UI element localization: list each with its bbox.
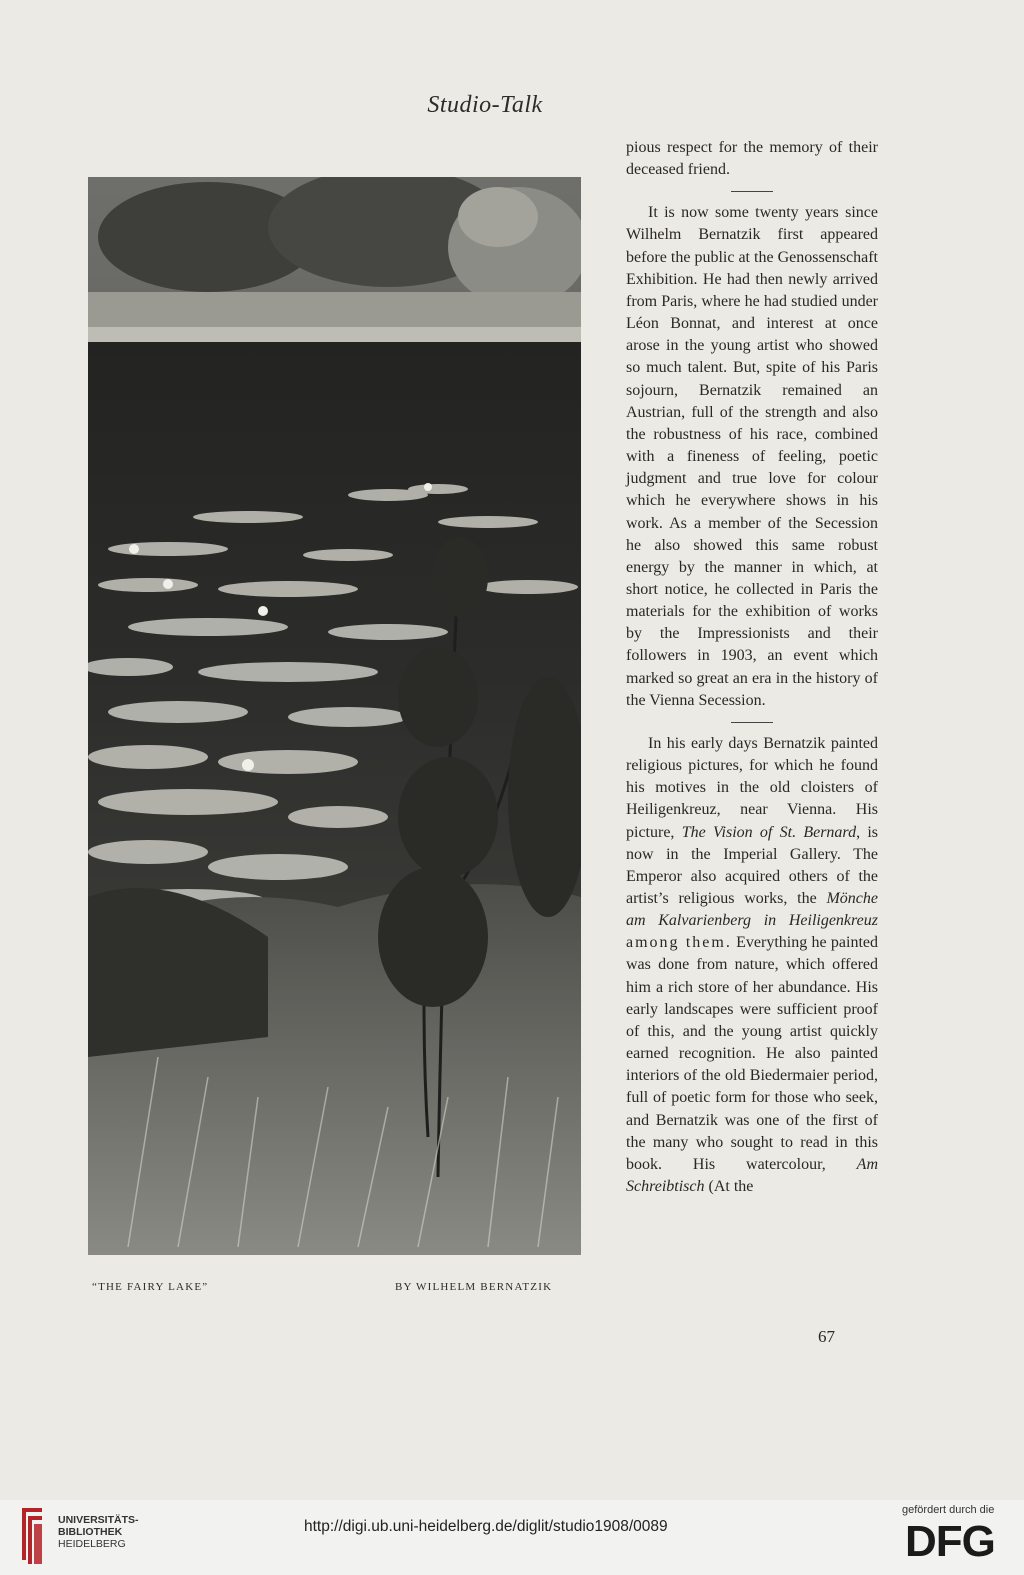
- paragraph-3-text-e: (At the: [704, 1178, 754, 1196]
- funding-label: gefördert durch die: [902, 1504, 995, 1516]
- section-rule: [731, 722, 773, 723]
- library-line-3: HEIDELBERG: [58, 1538, 126, 1550]
- university-library-name: [58, 1514, 139, 1550]
- library-line-2: BIBLIOTHEK: [58, 1526, 123, 1538]
- paragraph-3-text-b: , is now in the Imperial Gallery. The Emperor also acquired others of the artist’s religious works, the: [626, 823, 879, 907]
- running-head: Studio-Talk: [427, 92, 543, 118]
- section-rule: [731, 191, 773, 192]
- paragraph-3-text-a: In his early days Bernatzik painted religious pictures, for which he found his motives in the old cloisters of Heiligenkreuz, near Vienna. His picture,: [626, 734, 878, 841]
- plate-caption-credit: BY WILHELM BERNATZIK: [395, 1281, 553, 1293]
- viewer-footer: [0, 1500, 1024, 1575]
- plate-caption-title: “THE FAIRY LAKE”: [92, 1281, 209, 1293]
- paragraph-2: It is now some twenty years since Wilhelm Bernatzik first appeared before the public at the Genossenschaft Exhibition. He had then newly arrived from Paris, where he had studied under Léon Bonnat, and interest at once arose in the young artist who showed so much talent. But, spite of his Paris sojourn, Bernatzik remained an Austrian, full of the strength and also the robustness of his race, combined with a fineness of feeling, poetic judgment and true love for colour which he everywhere shows in his work. As a member of the Secession he also showed this same robust energy by the manner in which, at short notice, he collected in Paris the materials for the exhibition of works by the Impressionists and their followers in 1903, an event which marked so great an era in the history of the Vienna Secession.: [626, 204, 878, 709]
- text-column: [626, 137, 878, 1198]
- artwork-title-schreibtisch: Am Schreibtisch: [626, 1155, 878, 1196]
- plate-fairy-lake: [88, 177, 581, 1255]
- library-line-1: UNIVERSITÄTS-: [58, 1514, 139, 1526]
- fairy-lake-painting: [88, 177, 581, 1255]
- paragraph-3: [626, 733, 878, 1198]
- paragraph-1: pious respect for the memory of their deceased friend.: [626, 139, 878, 179]
- paragraph-3-text-d: Everything he painted was done from nature, which offered him a rich store of her abundance. His early landscapes were sufficient proof of this, and the young artist quickly earned recognition. He also painted interiors of the old Biedermaier period, full of poetic form for those who seek, and Bernatzik was one of the first of the many who sought to read in this book. His watercolour,: [626, 934, 878, 1173]
- paragraph-3-text-c: among them.: [626, 934, 732, 952]
- dfg-logo: DFG: [905, 1517, 995, 1566]
- artwork-title-vision: The Vision of St. Bernard: [681, 823, 857, 841]
- permalink-url[interactable]: http://digi.ub.uni-heidelberg.de/diglit/studio1908/0089: [304, 1518, 668, 1535]
- university-library-logo-icon: [18, 1506, 46, 1566]
- artwork-title-monche: Mönche am Kalvarienberg in Heiligenkreuz: [626, 890, 878, 930]
- page-number: 67: [818, 1327, 835, 1346]
